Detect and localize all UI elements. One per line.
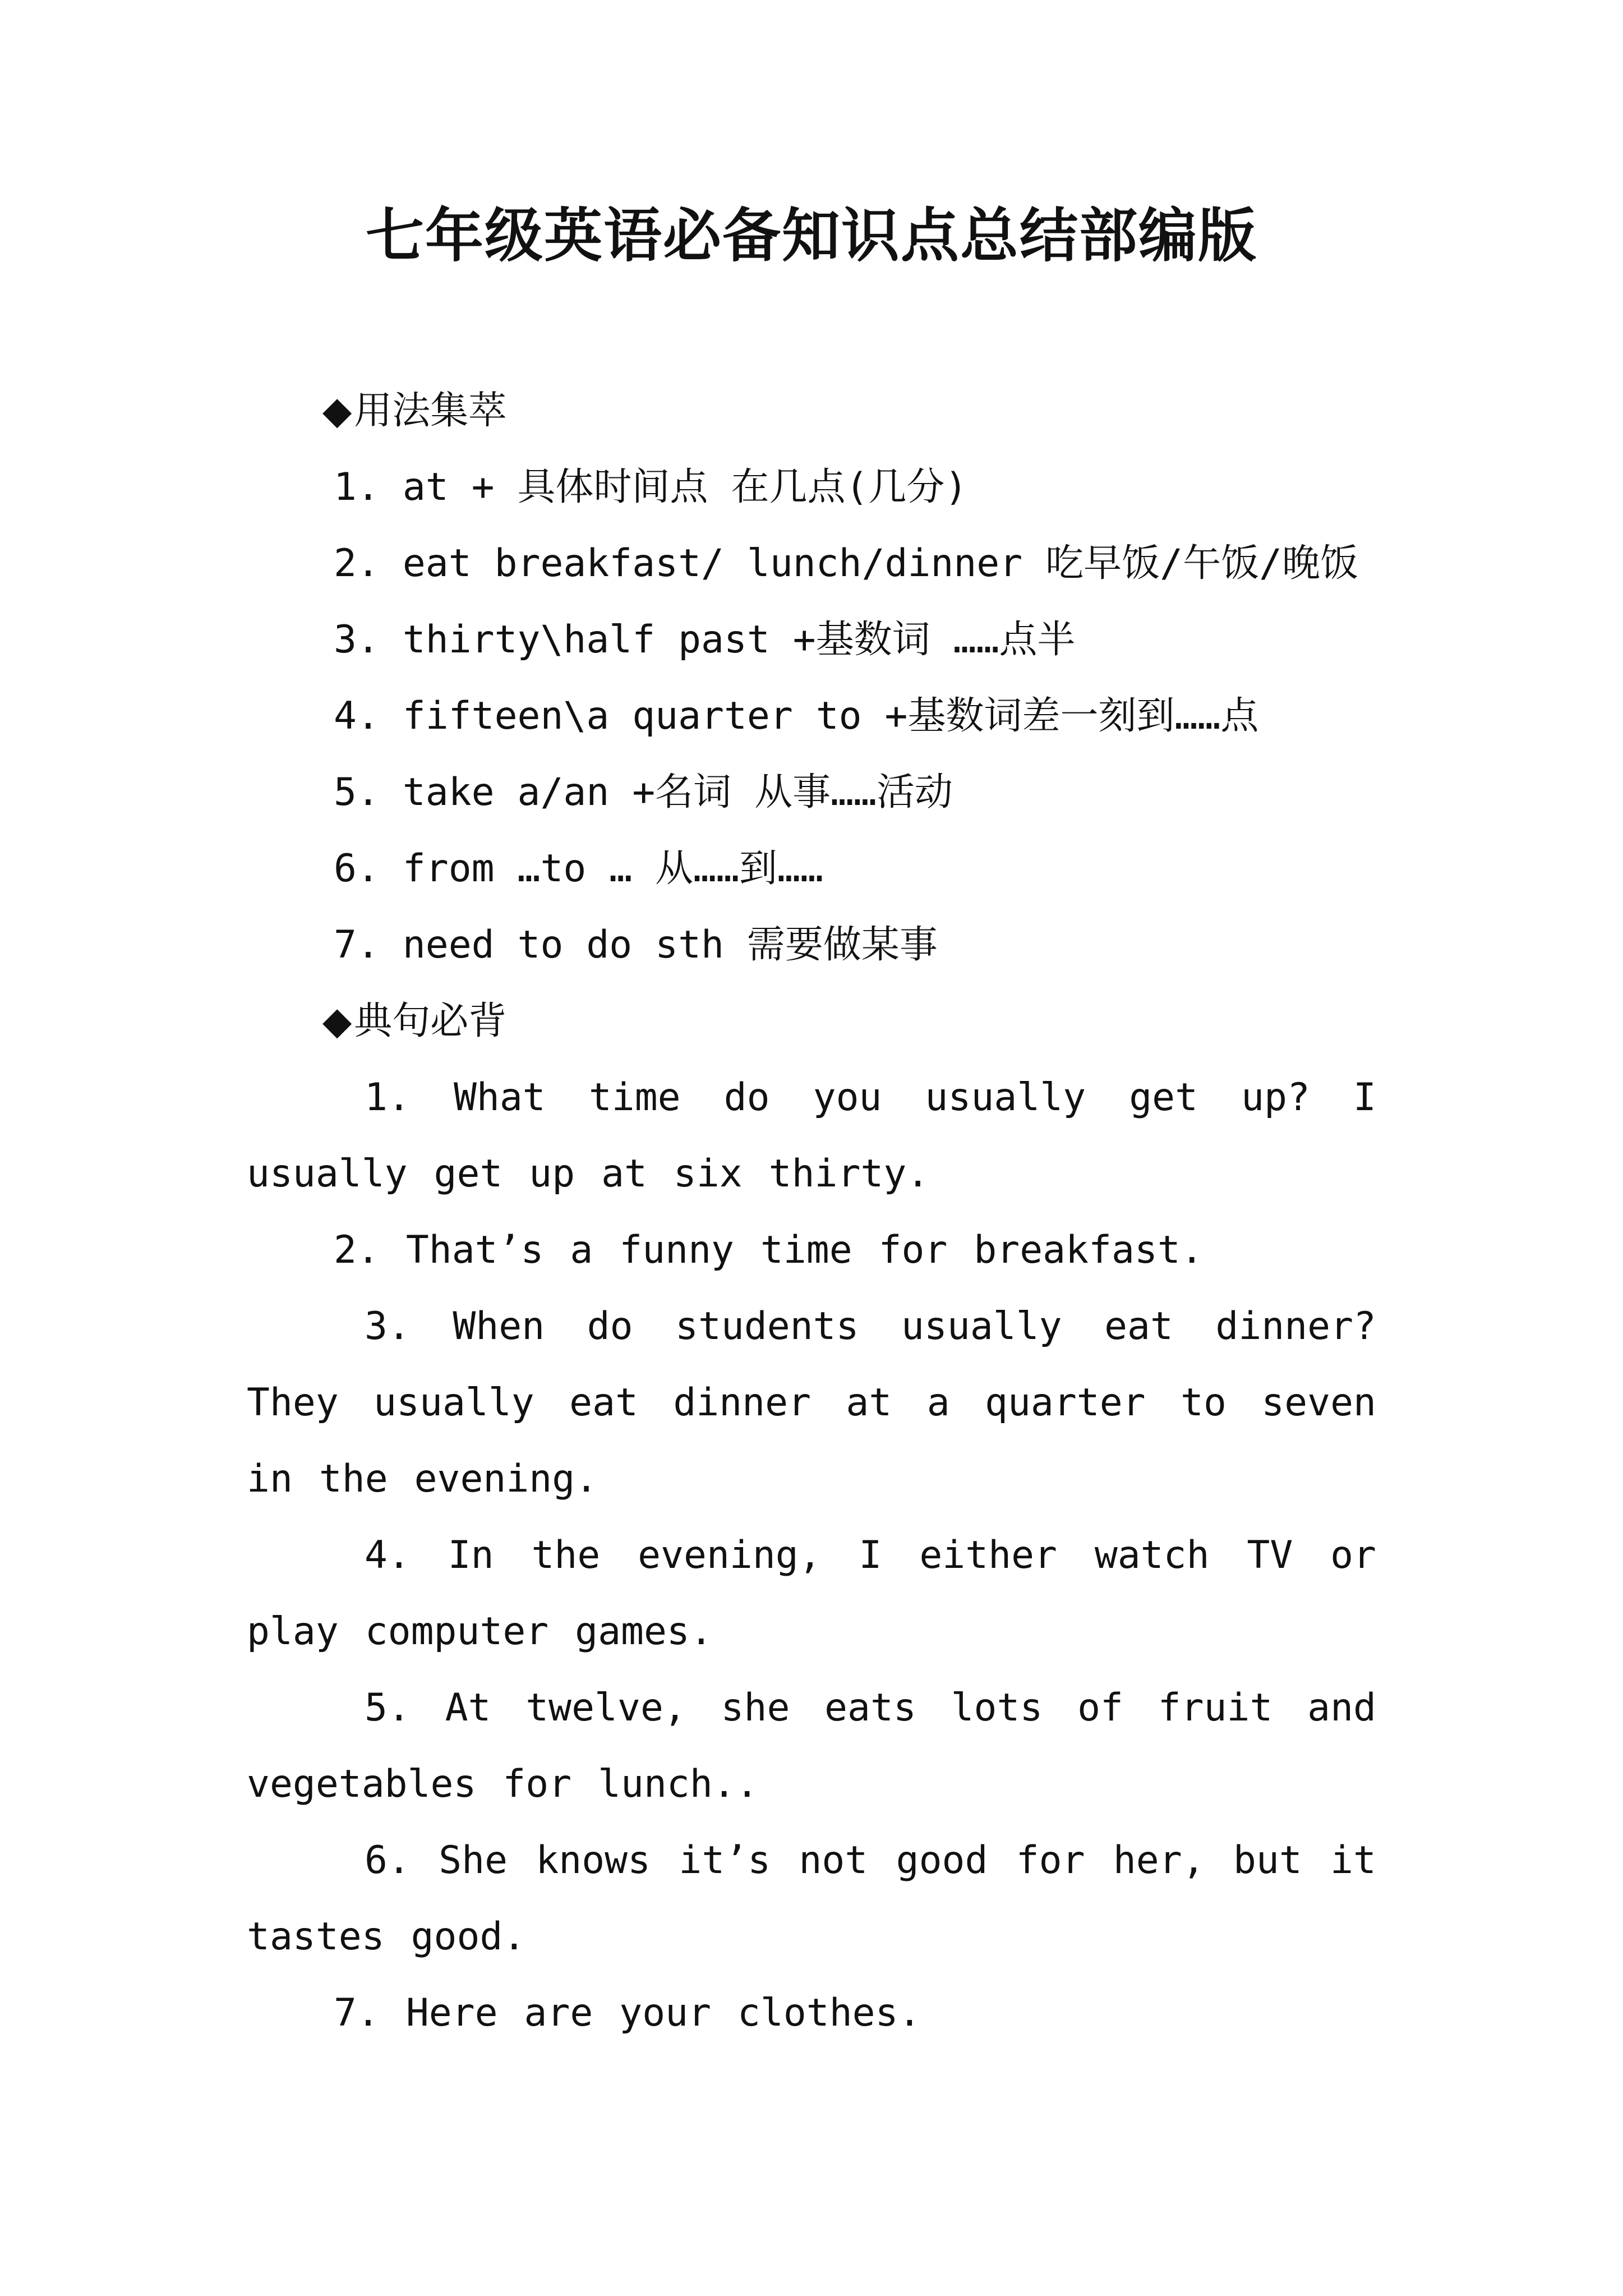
sentence-item: 4. In the evening, I either watch TV or play computer games.	[247, 1533, 1376, 1654]
usage-item: 3. thirty\half past +基数词 ……点半	[334, 618, 1076, 662]
diamond-icon: ◆	[322, 389, 352, 433]
usage-item: 4. fifteen\a quarter to +基数词差一刻到……点	[334, 694, 1259, 738]
sentence-item: 5. At twelve, she eats lots of fruit and vegetables for lunch..	[247, 1686, 1376, 1806]
section-heading-sentences	[233, 983, 1376, 1060]
sentence-item: 6. She knows it’s not good for her, but it tastes good.	[247, 1838, 1376, 1959]
diamond-icon: ◆	[322, 999, 352, 1043]
sentence-item: 1. What time do you usually get up? I usually get up at six thirty.	[247, 1075, 1376, 1196]
usage-item: 7. need to do sth 需要做某事	[334, 923, 938, 967]
usage-item: 1. at + 具体时间点 在几点(几分)	[334, 465, 968, 509]
sentence-item: 7. Here are your clothes.	[334, 1991, 921, 2035]
usage-item: 2. eat breakfast/ lunch/dinner 吃早饭/午饭/晚饭	[334, 541, 1359, 586]
usage-item: 5. take a/an +名词 从事……活动	[334, 770, 953, 815]
document-body	[247, 373, 1376, 2051]
sentence-item: 3. When do students usually eat dinner? They usually eat dinner at a quarter to seven in the evening.	[247, 1304, 1376, 1501]
section-heading-label: 用法集萃	[354, 389, 507, 433]
section-heading-usage	[233, 373, 1376, 449]
sentence-item: 2. That’s a funny time for breakfast.	[334, 1228, 1204, 1272]
usage-item: 6. from …to … 从……到……	[334, 846, 823, 891]
document-title: 七年级英语必备知识点总结部编版	[365, 201, 1257, 270]
section-heading-label: 典句必背	[354, 999, 507, 1043]
